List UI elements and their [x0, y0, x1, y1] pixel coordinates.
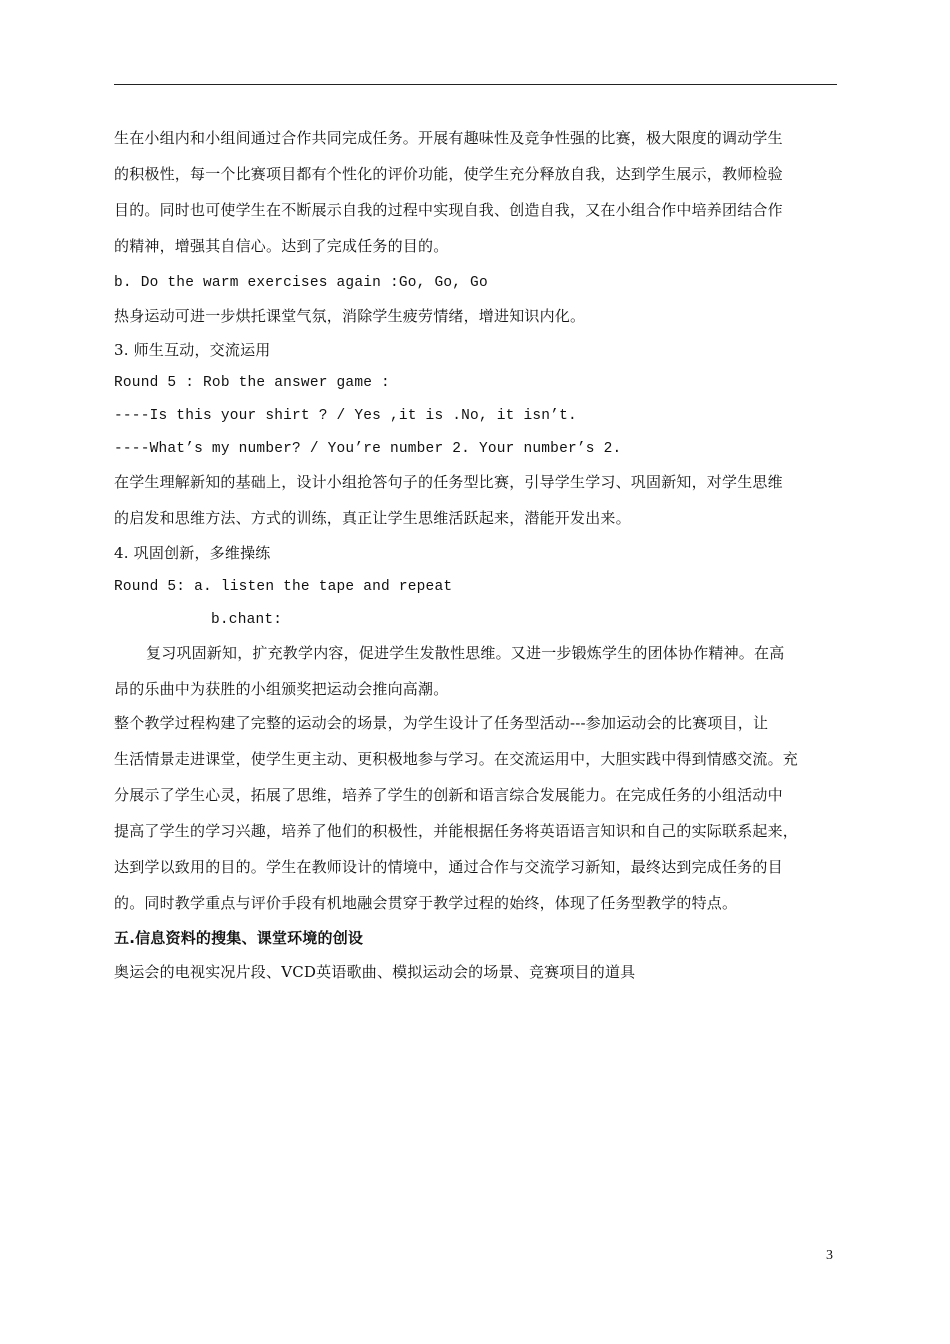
chant-line: b.chant: — [211, 612, 283, 628]
section-heading-3: 3. 师生互动，交流运用 — [114, 341, 271, 359]
paragraph-line: 的精神，增强其自信心。达到了完成任务的目的。 — [114, 237, 449, 255]
header-rule — [114, 84, 837, 85]
section-heading-5: 五.信息资料的搜集、课堂环境的创设 — [114, 929, 364, 947]
page-number: 3 — [826, 1248, 833, 1263]
paragraph-line: 生活情景走进课堂，使学生更主动、更积极地参与学习。在交流运用中，大胆实践中得到情感交流。充 — [114, 750, 799, 768]
paragraph-line: 的启发和思维方法、方式的训练，真正让学生思维活跃起来，潜能开发出来。 — [114, 509, 631, 527]
paragraph-line: 目的。同时也可使学生在不断展示自我的过程中实现自我、创造自我，又在小组合作中培养团结合作 — [114, 201, 783, 219]
paragraph-line: 昂的乐曲中为获胜的小组颁奖把运动会推向高潮。 — [114, 680, 449, 698]
paragraph-line: 提高了学生的学习兴趣，培养了他们的积极性，并能根据任务将英语语言知识和自己的实际联系起来， — [114, 822, 799, 840]
paragraph-line: 奥运会的电视实况片段、VCD英语歌曲、模拟运动会的场景、竞赛项目的道具 — [114, 963, 636, 981]
warm-exercise-line: b. Do the warm exercises again :Go, Go, Go — [114, 275, 488, 291]
paragraph-line: 生在小组内和小组间通过合作共同完成任务。开展有趣味性及竞争性强的比赛，极大限度的调动学生 — [114, 129, 783, 147]
paragraph-line: 的。同时教学重点与评价手段有机地融会贯穿于教学过程的始终，体现了任务型教学的特点。 — [114, 894, 738, 912]
round-5-line: Round 5 : Rob the answer game : — [114, 375, 390, 391]
paragraph-line: 在学生理解新知的基础上，设计小组抢答句子的任务型比赛，引导学生学习、巩固新知，对学生思维 — [114, 473, 783, 491]
paragraph-line: 的积极性，每一个比赛项目都有个性化的评价功能，使学生充分释放自我，达到学生展示，教师检验 — [114, 165, 783, 183]
paragraph-line: 达到学以致用的目的。学生在教师设计的情境中，通过合作与交流学习新知，最终达到完成任务的目 — [114, 858, 783, 876]
dialogue-line-1: ----Is this your shirt ? / Yes ,it is .No, it isn’t. — [114, 408, 577, 424]
round-5-activity-line: Round 5: a. listen the tape and repeat — [114, 579, 453, 595]
paragraph-line: 分展示了学生心灵，拓展了思维，培养了学生的创新和语言综合发展能力。在完成任务的小组活动中 — [114, 786, 783, 804]
paragraph-line: 整个教学过程构建了完整的运动会的场景，为学生设计了任务型活动---参加运动会的比赛项目，让 — [114, 714, 769, 732]
section-heading-4: 4. 巩固创新，多维操练 — [114, 544, 271, 562]
paragraph-line: 热身运动可进一步烘托课堂气氛，消除学生疲劳情绪，增进知识内化。 — [114, 307, 586, 325]
paragraph-line: 复习巩固新知，扩充教学内容，促进学生发散性思维。又进一步锻炼学生的团体协作精神。在高 — [146, 644, 785, 662]
dialogue-line-2: ----What’s my number? / You’re number 2. Your number’s 2. — [114, 441, 622, 457]
